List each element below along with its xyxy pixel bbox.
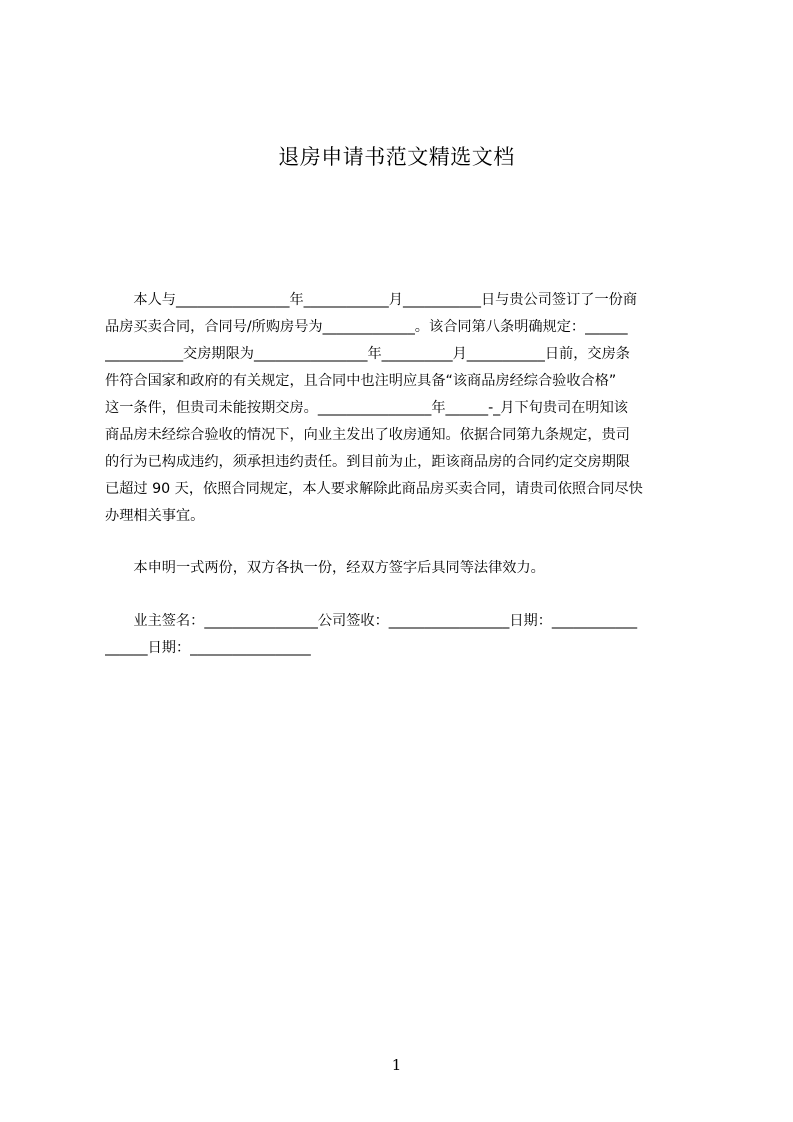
paragraph-line: 办理相关事宜。 [105, 508, 205, 524]
paragraph-line: ___________交房期限为________________年__________月___________日前，交房条 [105, 346, 630, 362]
page-number: 1 [391, 1056, 402, 1074]
paragraph-line: 本人与________________年____________月___________日与贵公司签订了一份商 [105, 292, 638, 308]
paragraph-line: 这一条件，但贵司未能按期交房。________________年______-_月下旬贵司在明知该 [105, 400, 628, 416]
signature-line: ______日期：_________________ [105, 640, 311, 656]
body-paragraph-2: 本申明一式两份，双方各执一份，经双方签字后具同等法律效力。 [105, 560, 545, 576]
paragraph-line: 已超过 90 天，依照合同规定，本人要求解除此商品房买卖合同，请贵司依照合同尽快 [105, 481, 643, 497]
paragraph-line: 品房买卖合同，合同号/所购房号为_____________。该合同第八条明确规定：______ [105, 319, 628, 335]
paragraph-line: 件符合国家和政府的有关规定，且合同中也注明应具备“该商品房经综合验收合格” [105, 373, 617, 389]
paragraph-line: 商品房未经综合验收的情况下，向业主发出了收房通知。依据合同第九条规定，贵司 [105, 427, 630, 443]
paragraph-line: 的行为已构成违约，须承担违约责任。到目前为止，距该商品房的合同约定交房期限 [105, 454, 630, 470]
signature-line: 业主签名：________________公司签收：_________________日期：____________ [105, 613, 638, 629]
document-title: 退房申请书范文精选文档 [278, 145, 515, 169]
